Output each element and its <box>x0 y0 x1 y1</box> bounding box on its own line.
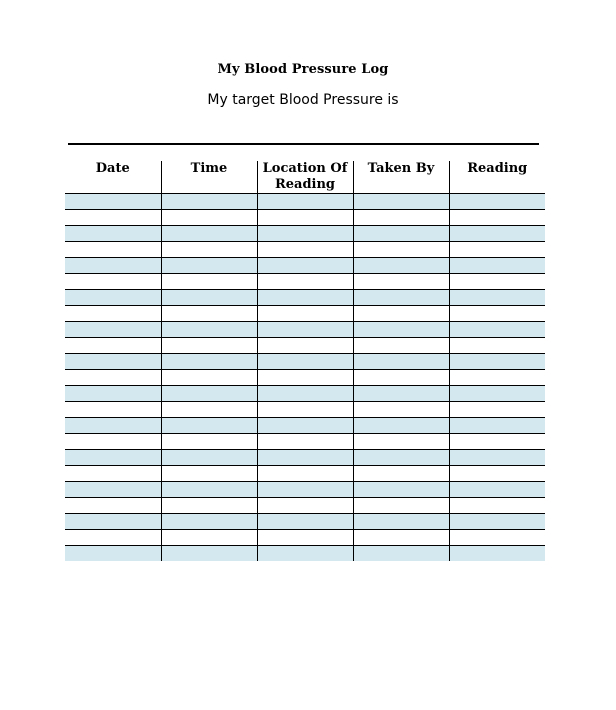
cell-time[interactable] <box>161 450 257 466</box>
cell-reading[interactable] <box>449 226 545 242</box>
cell-date[interactable] <box>65 482 161 498</box>
cell-reading[interactable] <box>449 242 545 258</box>
cell-date[interactable] <box>65 386 161 402</box>
cell-reading[interactable] <box>449 514 545 530</box>
title-divider <box>68 143 539 145</box>
cell-location[interactable] <box>257 530 353 546</box>
cell-time[interactable] <box>161 466 257 482</box>
cell-reading[interactable] <box>449 530 545 546</box>
cell-time[interactable] <box>161 498 257 514</box>
cell-time[interactable] <box>161 546 257 562</box>
cell-time[interactable] <box>161 210 257 226</box>
cell-location[interactable] <box>257 466 353 482</box>
cell-time[interactable] <box>161 306 257 322</box>
cell-date[interactable] <box>65 226 161 242</box>
table-row <box>65 354 545 370</box>
cell-location[interactable] <box>257 242 353 258</box>
table-row <box>65 418 545 434</box>
cell-taken-by[interactable] <box>353 418 449 434</box>
cell-date[interactable] <box>65 338 161 354</box>
cell-date[interactable] <box>65 546 161 562</box>
cell-taken-by[interactable] <box>353 210 449 226</box>
cell-date[interactable] <box>65 242 161 258</box>
table-row <box>65 306 545 322</box>
cell-location[interactable] <box>257 194 353 210</box>
column-header-reading: Reading <box>449 161 545 194</box>
cell-time[interactable] <box>161 290 257 306</box>
cell-reading[interactable] <box>449 258 545 274</box>
table-header-row <box>65 161 545 194</box>
cell-location[interactable] <box>257 450 353 466</box>
cell-date[interactable] <box>65 306 161 322</box>
cell-reading[interactable] <box>449 434 545 450</box>
cell-location[interactable] <box>257 338 353 354</box>
cell-time[interactable] <box>161 514 257 530</box>
cell-reading[interactable] <box>449 322 545 338</box>
table-row <box>65 466 545 482</box>
cell-taken-by[interactable] <box>353 258 449 274</box>
cell-location[interactable] <box>257 306 353 322</box>
cell-taken-by[interactable] <box>353 482 449 498</box>
cell-reading[interactable] <box>449 274 545 290</box>
cell-taken-by[interactable] <box>353 338 449 354</box>
cell-reading[interactable] <box>449 482 545 498</box>
cell-time[interactable] <box>161 530 257 546</box>
cell-reading[interactable] <box>449 402 545 418</box>
cell-reading[interactable] <box>449 466 545 482</box>
table-row <box>65 370 545 386</box>
table-row <box>65 274 545 290</box>
table-row <box>65 402 545 418</box>
cell-time[interactable] <box>161 482 257 498</box>
cell-taken-by[interactable] <box>353 194 449 210</box>
table-row <box>65 546 545 562</box>
cell-time[interactable] <box>161 226 257 242</box>
cell-reading[interactable] <box>449 370 545 386</box>
table-row <box>65 482 545 498</box>
cell-time[interactable] <box>161 370 257 386</box>
cell-time[interactable] <box>161 322 257 338</box>
column-header-time: Time <box>161 161 257 194</box>
table-row <box>65 386 545 402</box>
cell-reading[interactable] <box>449 210 545 226</box>
cell-taken-by[interactable] <box>353 370 449 386</box>
cell-taken-by[interactable] <box>353 466 449 482</box>
cell-taken-by[interactable] <box>353 322 449 338</box>
table-row <box>65 450 545 466</box>
cell-taken-by[interactable] <box>353 306 449 322</box>
cell-location[interactable] <box>257 226 353 242</box>
cell-location[interactable] <box>257 434 353 450</box>
cell-time[interactable] <box>161 274 257 290</box>
cell-time[interactable] <box>161 386 257 402</box>
table-row <box>65 434 545 450</box>
cell-location[interactable] <box>257 498 353 514</box>
cell-date[interactable] <box>65 322 161 338</box>
cell-time[interactable] <box>161 418 257 434</box>
cell-date[interactable] <box>65 290 161 306</box>
table-row <box>65 210 545 226</box>
cell-time[interactable] <box>161 338 257 354</box>
cell-date[interactable] <box>65 498 161 514</box>
cell-time[interactable] <box>161 258 257 274</box>
cell-location[interactable] <box>257 514 353 530</box>
table-row <box>65 242 545 258</box>
cell-date[interactable] <box>65 450 161 466</box>
cell-taken-by[interactable] <box>353 530 449 546</box>
table-row <box>65 290 545 306</box>
cell-taken-by[interactable] <box>353 386 449 402</box>
cell-date[interactable] <box>65 514 161 530</box>
cell-reading[interactable] <box>449 546 545 562</box>
cell-time[interactable] <box>161 402 257 418</box>
cell-location[interactable] <box>257 274 353 290</box>
cell-date[interactable] <box>65 530 161 546</box>
table-row <box>65 322 545 338</box>
cell-taken-by[interactable] <box>353 402 449 418</box>
table-row <box>65 514 545 530</box>
table-row <box>65 194 545 210</box>
cell-location[interactable] <box>257 354 353 370</box>
cell-taken-by[interactable] <box>353 450 449 466</box>
table-body <box>65 194 545 562</box>
cell-location[interactable] <box>257 402 353 418</box>
cell-reading[interactable] <box>449 338 545 354</box>
cell-date[interactable] <box>65 466 161 482</box>
cell-time[interactable] <box>161 194 257 210</box>
cell-location[interactable] <box>257 322 353 338</box>
cell-date[interactable] <box>65 402 161 418</box>
cell-taken-by[interactable] <box>353 546 449 562</box>
cell-reading[interactable] <box>449 306 545 322</box>
page-title: My Blood Pressure Log <box>217 62 389 77</box>
cell-taken-by[interactable] <box>353 434 449 450</box>
cell-location[interactable] <box>257 418 353 434</box>
cell-location[interactable] <box>257 386 353 402</box>
cell-location[interactable] <box>257 546 353 562</box>
cell-date[interactable] <box>65 274 161 290</box>
cell-location[interactable] <box>257 370 353 386</box>
cell-date[interactable] <box>65 370 161 386</box>
cell-reading[interactable] <box>449 386 545 402</box>
column-header-date: Date <box>65 161 161 194</box>
cell-taken-by[interactable] <box>353 242 449 258</box>
cell-location[interactable] <box>257 210 353 226</box>
cell-date[interactable] <box>65 210 161 226</box>
cell-taken-by[interactable] <box>353 274 449 290</box>
cell-date[interactable] <box>65 418 161 434</box>
cell-taken-by[interactable] <box>353 514 449 530</box>
cell-reading[interactable] <box>449 498 545 514</box>
cell-location[interactable] <box>257 482 353 498</box>
cell-time[interactable] <box>161 434 257 450</box>
cell-taken-by[interactable] <box>353 226 449 242</box>
cell-reading[interactable] <box>449 354 545 370</box>
cell-date[interactable] <box>65 434 161 450</box>
cell-date[interactable] <box>65 354 161 370</box>
table-row <box>65 258 545 274</box>
cell-reading[interactable] <box>449 290 545 306</box>
cell-reading[interactable] <box>449 194 545 210</box>
cell-reading[interactable] <box>449 418 545 434</box>
table-row <box>65 226 545 242</box>
cell-taken-by[interactable] <box>353 498 449 514</box>
cell-time[interactable] <box>161 242 257 258</box>
table-row <box>65 498 545 514</box>
cell-taken-by[interactable] <box>353 354 449 370</box>
cell-reading[interactable] <box>449 450 545 466</box>
blood-pressure-log-table <box>65 161 545 561</box>
cell-date[interactable] <box>65 258 161 274</box>
cell-location[interactable] <box>257 258 353 274</box>
table-row <box>65 338 545 354</box>
column-header-location: Location Of Reading <box>257 161 353 194</box>
target-pressure-label: My target Blood Pressure is <box>207 92 399 108</box>
cell-location[interactable] <box>257 290 353 306</box>
table-row <box>65 530 545 546</box>
column-header-taken-by: Taken By <box>353 161 449 194</box>
cell-time[interactable] <box>161 354 257 370</box>
cell-date[interactable] <box>65 194 161 210</box>
cell-taken-by[interactable] <box>353 290 449 306</box>
